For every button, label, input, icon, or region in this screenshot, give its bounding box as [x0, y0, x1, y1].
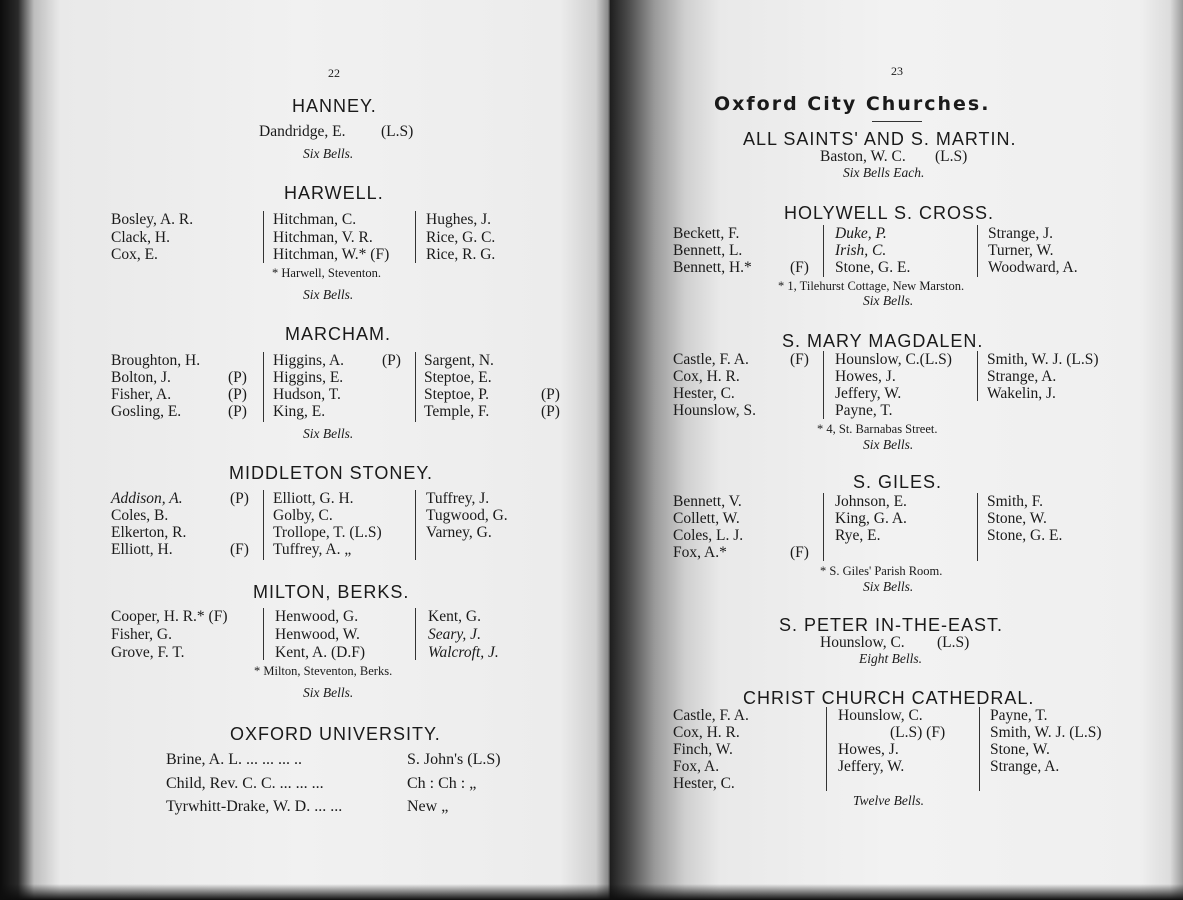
section-title: MARCHAM. [285, 324, 391, 344]
column-divider [263, 608, 264, 660]
ringer-name: Wakelin, J. [987, 385, 1056, 402]
bells-caption: Six Bells. [303, 426, 354, 441]
ringer-name: Strange, J. [988, 225, 1054, 242]
ringer-tag: (L.S) [937, 634, 970, 651]
ringer-tag: (P) [228, 369, 247, 386]
ringer-name: Broughton, H. [111, 352, 201, 369]
column-divider [415, 211, 416, 263]
section-title: MIDDLETON STONEY. [229, 463, 434, 483]
ringer-name: Child, Rev. C. C. ... ... ... [166, 775, 324, 792]
ringer-name: Payne, T. [990, 707, 1048, 724]
ringer-name: Hounslow, C. [838, 707, 923, 724]
book-edge-shadow [0, 884, 610, 900]
ringer-name: Hughes, J. [426, 211, 492, 228]
ringer-tag: (F) [790, 259, 809, 276]
ringer-name: Johnson, E. [835, 493, 907, 510]
section-title: MILTON, BERKS. [253, 582, 410, 602]
page-number: 22 [328, 66, 340, 80]
ringer-name: Walcroft, J. [428, 644, 499, 661]
ringer-name: Steptoe, E. [424, 369, 492, 386]
bells-caption: Eight Bells. [859, 651, 922, 666]
section-title: S. PETER IN-THE-EAST. [779, 615, 1004, 635]
ringer-name: Kent, A. (D.F) [275, 644, 365, 661]
bells-caption: Six Bells Each. [843, 165, 925, 180]
ringer-name: King, G. A. [835, 510, 907, 527]
ringer-name: Bennett, V. [673, 493, 742, 510]
section-title: CHRIST CHURCH CATHEDRAL. [743, 688, 1035, 708]
address-note: * 1, Tilehurst Cottage, New Marston. [778, 279, 965, 293]
ringer-name: Hitchman, W.* (F) [273, 246, 390, 263]
page-number: 23 [891, 64, 903, 78]
ringer-name: Strange, A. [987, 368, 1057, 385]
bells-caption: Six Bells. [303, 685, 354, 700]
college-name: New „ [407, 798, 449, 815]
ringer-name: Steptoe, P. [424, 386, 490, 403]
ringer-name: Rice, G. C. [426, 229, 496, 246]
ringer-name: Smith, F. [987, 493, 1044, 510]
college-name: Ch : Ch : „ [407, 775, 477, 792]
column-divider [415, 490, 416, 560]
ringer-name: Baston, W. C. [820, 148, 906, 165]
ringer-name: Hounslow, C. [820, 634, 905, 651]
section-title: S. GILES. [853, 472, 943, 492]
ringer-name: Smith, W. J. (L.S) [990, 724, 1102, 741]
ringer-name: Beckett, F. [673, 225, 740, 242]
ringer-name: Fisher, G. [111, 626, 172, 643]
ringer-name: Bennett, L. [673, 242, 743, 259]
ringer-name: Tugwood, G. [426, 507, 508, 524]
ringer-tag: (P) [228, 403, 247, 420]
ringer-name: Tuffrey, A. „ [273, 541, 352, 558]
section-title: S. MARY MAGDALEN. [782, 331, 984, 351]
ringer-tag: (L.S) [935, 148, 968, 165]
ringer-name: Stone, W. [990, 741, 1050, 758]
ringer-name: Henwood, W. [275, 626, 360, 643]
ringer-name: Varney, G. [426, 524, 492, 541]
book-edge-shadow [610, 884, 1183, 900]
ringer-name: Hitchman, V. R. [273, 229, 373, 246]
section-title: ALL SAINTS' AND S. MARTIN. [743, 129, 1017, 149]
ringer-name: Brine, A. L. ... ... ... .. [166, 751, 302, 768]
ringer-tag: (P) [228, 386, 247, 403]
ringer-tag: (F) [790, 544, 809, 561]
ringer-tag: (P) [382, 352, 401, 369]
ringer-name: Bennett, H.* [673, 259, 752, 276]
column-divider [263, 352, 264, 422]
ringer-name: Smith, W. J. (L.S) [987, 351, 1099, 368]
ringer-name: Cox, H. R. [673, 724, 740, 741]
ringer-name: Stone, G. E. [835, 259, 911, 276]
section-title: HOLYWELL S. CROSS. [784, 203, 995, 223]
section-title: OXFORD UNIVERSITY. [230, 724, 441, 744]
ringer-name: Trollope, T. (L.S) [273, 524, 382, 541]
ringer-name: Bolton, J. [111, 369, 171, 386]
ringer-tag: (P) [541, 403, 560, 420]
ringer-name: Elliott, G. H. [273, 490, 354, 507]
ringer-name: Howes, J. [838, 741, 899, 758]
bells-caption: Six Bells. [303, 287, 354, 302]
column-divider [977, 351, 978, 401]
ringer-name: Hounslow, C.(L.S) [835, 351, 952, 368]
ringer-name: Rice, R. G. [426, 246, 496, 263]
ringer-name: Stone, G. E. [987, 527, 1063, 544]
ringer-name: Hester, C. [673, 775, 735, 792]
ringer-name: Coles, B. [111, 507, 169, 524]
address-note: * Milton, Steventon, Berks. [254, 664, 393, 678]
ringer-name: Cox, E. [111, 246, 158, 263]
ringer-name: Payne, T. [835, 402, 893, 419]
ringer-name: Rye, E. [835, 527, 881, 544]
ringer-name: Irish, C. [835, 242, 887, 259]
ringer-name: Elkerton, R. [111, 524, 187, 541]
ringer-name: Fox, A.* [673, 544, 727, 561]
ringer-name: Castle, F. A. [673, 707, 749, 724]
ringer-name: Fisher, A. [111, 386, 172, 403]
ringer-name: Jeffery, W. [838, 758, 905, 775]
column-divider [823, 225, 824, 277]
ringer-name: Elliott, H. [111, 541, 173, 558]
bells-caption: Six Bells. [303, 146, 354, 161]
ringer-name: Duke, P. [835, 225, 887, 242]
ringer-name: Hounslow, S. [673, 402, 756, 419]
ringer-name: Henwood, G. [275, 608, 359, 625]
ringer-name: Dandridge, E. [259, 123, 346, 140]
bells-caption: Six Bells. [863, 437, 914, 452]
section-title: HANNEY. [292, 96, 377, 116]
ringer-name: Seary, J. [428, 626, 481, 643]
ringer-name: Higgins, E. [273, 369, 344, 386]
ringer-tag: (L.S) (F) [890, 724, 946, 741]
ringer-name: Collett, W. [673, 510, 740, 527]
ringer-name: Cox, H. R. [673, 368, 740, 385]
column-divider [979, 707, 980, 791]
column-divider [977, 225, 978, 277]
ringer-name: King, E. [273, 403, 326, 420]
ringer-name: Kent, G. [428, 608, 481, 625]
bells-caption: Twelve Bells. [853, 793, 924, 808]
ringer-name: Strange, A. [990, 758, 1060, 775]
bells-caption: Six Bells. [863, 579, 914, 594]
column-divider [263, 211, 264, 263]
ringer-name: Bosley, A. R. [111, 211, 194, 228]
ringer-name: Clack, H. [111, 229, 170, 246]
ringer-name: Castle, F. A. [673, 351, 749, 368]
ringer-name: Hitchman, C. [273, 211, 357, 228]
ringer-name: Woodward, A. [988, 259, 1078, 276]
column-divider [823, 493, 824, 561]
address-note: * S. Giles' Parish Room. [820, 564, 943, 578]
ringer-name: Temple, F. [424, 403, 490, 420]
college-name: S. John's (L.S) [407, 751, 501, 768]
address-note: * 4, St. Barnabas Street. [817, 422, 938, 436]
ringer-name: Coles, L. J. [673, 527, 744, 544]
ringer-tag: (L.S) [381, 123, 414, 140]
ringer-name: Cooper, H. R.* (F) [111, 608, 228, 625]
ringer-name: Hudson, T. [273, 386, 341, 403]
ringer-name: Fox, A. [673, 758, 720, 775]
ringer-name: Finch, W. [673, 741, 733, 758]
ringer-name: Stone, W. [987, 510, 1047, 527]
ringer-tag: (P) [541, 386, 560, 403]
ringer-tag: (F) [790, 351, 809, 368]
ringer-name: Sargent, N. [424, 352, 494, 369]
ringer-tag: (P) [230, 490, 249, 507]
column-divider [977, 493, 978, 561]
ringer-tag: (F) [230, 541, 249, 558]
ringer-name: Howes, J. [835, 368, 896, 385]
ringer-name: Turner, W. [988, 242, 1054, 259]
ringer-name: Grove, F. T. [111, 644, 185, 661]
ringer-name: Jeffery, W. [835, 385, 902, 402]
column-divider [415, 608, 416, 660]
column-divider [263, 490, 264, 560]
section-title: HARWELL. [284, 183, 384, 203]
bells-caption: Six Bells. [863, 293, 914, 308]
column-divider [826, 707, 827, 791]
address-note: * Harwell, Steventon. [272, 266, 382, 280]
ringer-name: Hester, C. [673, 385, 735, 402]
ringer-name: Higgins, A. [273, 352, 345, 369]
ringer-name: Addison, A. [111, 490, 183, 507]
column-divider [823, 351, 824, 419]
page-header: Oxford City Churches. [714, 93, 991, 115]
header-rule [872, 121, 922, 122]
ringer-name: Gosling, E. [111, 403, 182, 420]
ringer-name: Tuffrey, J. [426, 490, 490, 507]
ringer-name: Golby, C. [273, 507, 333, 524]
column-divider [415, 352, 416, 422]
right-page [610, 0, 1183, 900]
ringer-name: Tyrwhitt-Drake, W. D. ... ... [166, 798, 343, 815]
